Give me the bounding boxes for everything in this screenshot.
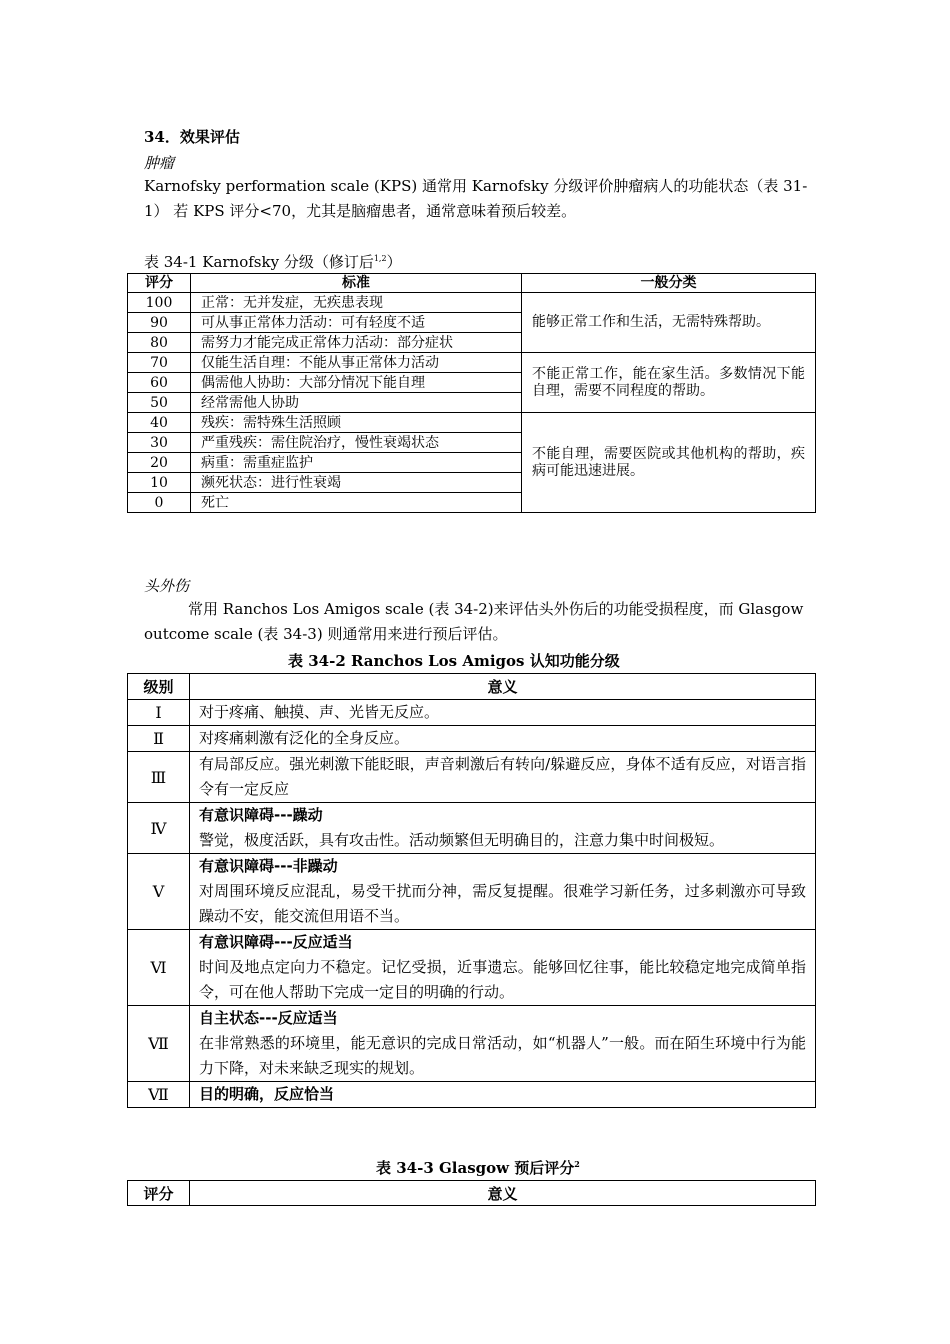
- kps-standard: 病重：需重症监护: [191, 453, 522, 473]
- kps-score: 0: [128, 493, 191, 513]
- rla-meaning-text: 在非常熟悉的环境里，能无意识的完成日常活动，如“机器人”一般。而在陌生环境中行为能力下降，对未来缺乏现实的规划。: [199, 1034, 806, 1077]
- rla-level: Ⅱ: [128, 726, 190, 752]
- rla-row: [128, 803, 816, 854]
- gos-header-meaning: 意义: [190, 1181, 816, 1206]
- rla-level: Ⅶ: [128, 1006, 190, 1082]
- kps-score: 50: [128, 393, 191, 413]
- kps-standard: 死亡: [191, 493, 522, 513]
- rla-meaning: 对于疼痛、触摸、声、光皆无反应。: [190, 700, 816, 726]
- kps-row: [128, 413, 816, 433]
- rla-level: Ⅰ: [128, 700, 190, 726]
- rla-header-meaning: 意义: [190, 674, 816, 700]
- kps-score: 40: [128, 413, 191, 433]
- gos-table: [127, 1180, 816, 1206]
- tumor-paragraph: [144, 174, 816, 224]
- head-paragraph-line-2: outcome scale (表 34-3) 则通常用来进行预后评估。: [144, 625, 508, 643]
- tumor-subtitle: 肿瘤: [144, 154, 175, 172]
- rla-header-row: [128, 674, 816, 700]
- rla-meaning-cell: [190, 803, 816, 854]
- rla-level: Ⅲ: [128, 752, 190, 803]
- rla-meaning-text: 时间及地点定向力不稳定。记忆受损，近事遗忘。能够回忆往事，能比较稳定地完成简单指令，可在他人帮助下完成一定目的明确的行动。: [199, 958, 806, 1001]
- kps-score: 20: [128, 453, 191, 473]
- rla-row: [128, 752, 816, 803]
- kps-standard: 可从事正常体力活动：可有轻度不适: [191, 313, 522, 333]
- kps-score: 30: [128, 433, 191, 453]
- kps-score: 70: [128, 353, 191, 373]
- rla-row: [128, 726, 816, 752]
- kps-header-class: 一般分类: [522, 274, 816, 293]
- rla-level: Ⅶ: [128, 1082, 190, 1108]
- rla-meaning-cell: [190, 930, 816, 1006]
- kps-header-score: 评分: [128, 274, 191, 293]
- kps-score: 90: [128, 313, 191, 333]
- tumor-paragraph-line-2: 1） 若 KPS 评分<70，尤其是脑瘤患者，通常意味着预后较差。: [144, 202, 577, 220]
- kps-standard: 濒死状态：进行性衰竭: [191, 473, 522, 493]
- kps-class-1: 能够正常工作和生活，无需特殊帮助。: [522, 293, 816, 353]
- gos-caption-text: 表 34-3 Glasgow 预后评分: [376, 1159, 575, 1177]
- rla-level: Ⅵ: [128, 930, 190, 1006]
- kps-header-standard: 标准: [191, 274, 522, 293]
- kps-row: [128, 353, 816, 373]
- kps-caption-text: 表 34-1 Karnofsky 分级（修订后: [144, 253, 374, 271]
- rla-meaning-cell: [190, 854, 816, 930]
- kps-row: [128, 293, 816, 313]
- kps-score: 10: [128, 473, 191, 493]
- kps-score: 80: [128, 333, 191, 353]
- kps-standard: 偶需他人协助：大部分情况下能自理: [191, 373, 522, 393]
- rla-meaning-title: 自主状态---反应适当: [199, 1009, 338, 1027]
- rla-meaning-title: 目的明确，反应恰当: [199, 1085, 335, 1103]
- rla-row: [128, 700, 816, 726]
- rla-row: [128, 930, 816, 1006]
- rla-meaning: 对疼痛刺激有泛化的全身反应。: [190, 726, 816, 752]
- kps-standard: 正常：无并发症，无疾患表现: [191, 293, 522, 313]
- rla-meaning-title: 有意识障碍---躁动: [199, 806, 323, 824]
- rla-meaning-title: 有意识障碍---反应适当: [199, 933, 353, 951]
- rla-row: [128, 1082, 816, 1108]
- rla-level: Ⅴ: [128, 854, 190, 930]
- rla-meaning: 有局部反应。强光刺激下能眨眼，声音刺激后有转向/躲避反应，身体不适有反应，对语言指令有一定反应: [190, 752, 816, 803]
- kps-table: [127, 273, 816, 513]
- rla-row: [128, 1006, 816, 1082]
- kps-caption-sup: 1,2: [373, 254, 387, 263]
- rla-meaning-text: 对周围环境反应混乱，易受干扰而分神，需反复提醒。很难学习新任务，过多刺激亦可导致躁动不安，能交流但用语不当。: [199, 882, 806, 925]
- gos-caption-sup: 2: [574, 1159, 580, 1169]
- head-paragraph-line-1: 常用 Ranchos Los Amigos scale (表 34-2)来评估头外伤后的功能受损程度，而 Glasgow: [188, 600, 804, 618]
- section-heading: 34．效果评估: [144, 128, 240, 146]
- gos-table-caption: [376, 1157, 580, 1178]
- kps-standard: 经常需他人协助: [191, 393, 522, 413]
- rla-table: [127, 673, 816, 1108]
- kps-standard: 仅能生活自理：不能从事正常体力活动: [191, 353, 522, 373]
- rla-row: [128, 854, 816, 930]
- rla-meaning-cell: [190, 1006, 816, 1082]
- kps-standard: 残疾：需特殊生活照顾: [191, 413, 522, 433]
- kps-class-3: 不能自理，需要医院或其他机构的帮助，疾病可能迅速进展。: [522, 413, 816, 513]
- kps-score: 60: [128, 373, 191, 393]
- gos-header-score: 评分: [128, 1181, 190, 1206]
- rla-meaning-title: 有意识障碍---非躁动: [199, 857, 338, 875]
- kps-standard: 严重残疾：需住院治疗，慢性衰竭状态: [191, 433, 522, 453]
- rla-meaning-text: 警觉，极度活跃，具有攻击性。活动频繁但无明确目的，注意力集中时间极短。: [199, 831, 725, 849]
- rla-meaning-cell: [190, 1082, 816, 1108]
- head-injury-subtitle: 头外伤: [144, 577, 190, 595]
- kps-standard: 需努力才能完成正常体力活动：部分症状: [191, 333, 522, 353]
- rla-level: Ⅳ: [128, 803, 190, 854]
- rla-table-caption: 表 34-2 Ranchos Los Amigos 认知功能分级: [288, 652, 620, 670]
- kps-table-caption: [144, 251, 402, 272]
- head-injury-paragraph: [144, 597, 816, 647]
- gos-header-row: [128, 1181, 816, 1206]
- rla-header-level: 级别: [128, 674, 190, 700]
- kps-score: 100: [128, 293, 191, 313]
- tumor-paragraph-line-1: Karnofsky performation scale (KPS) 通常用 Karnofsky 分级评价肿瘤病人的功能状态（表 31-: [144, 177, 808, 195]
- kps-class-2: 不能正常工作，能在家生活。多数情况下能自理，需要不同程度的帮助。: [522, 353, 816, 413]
- kps-header-row: [128, 274, 816, 293]
- kps-caption-end: ）: [386, 253, 402, 271]
